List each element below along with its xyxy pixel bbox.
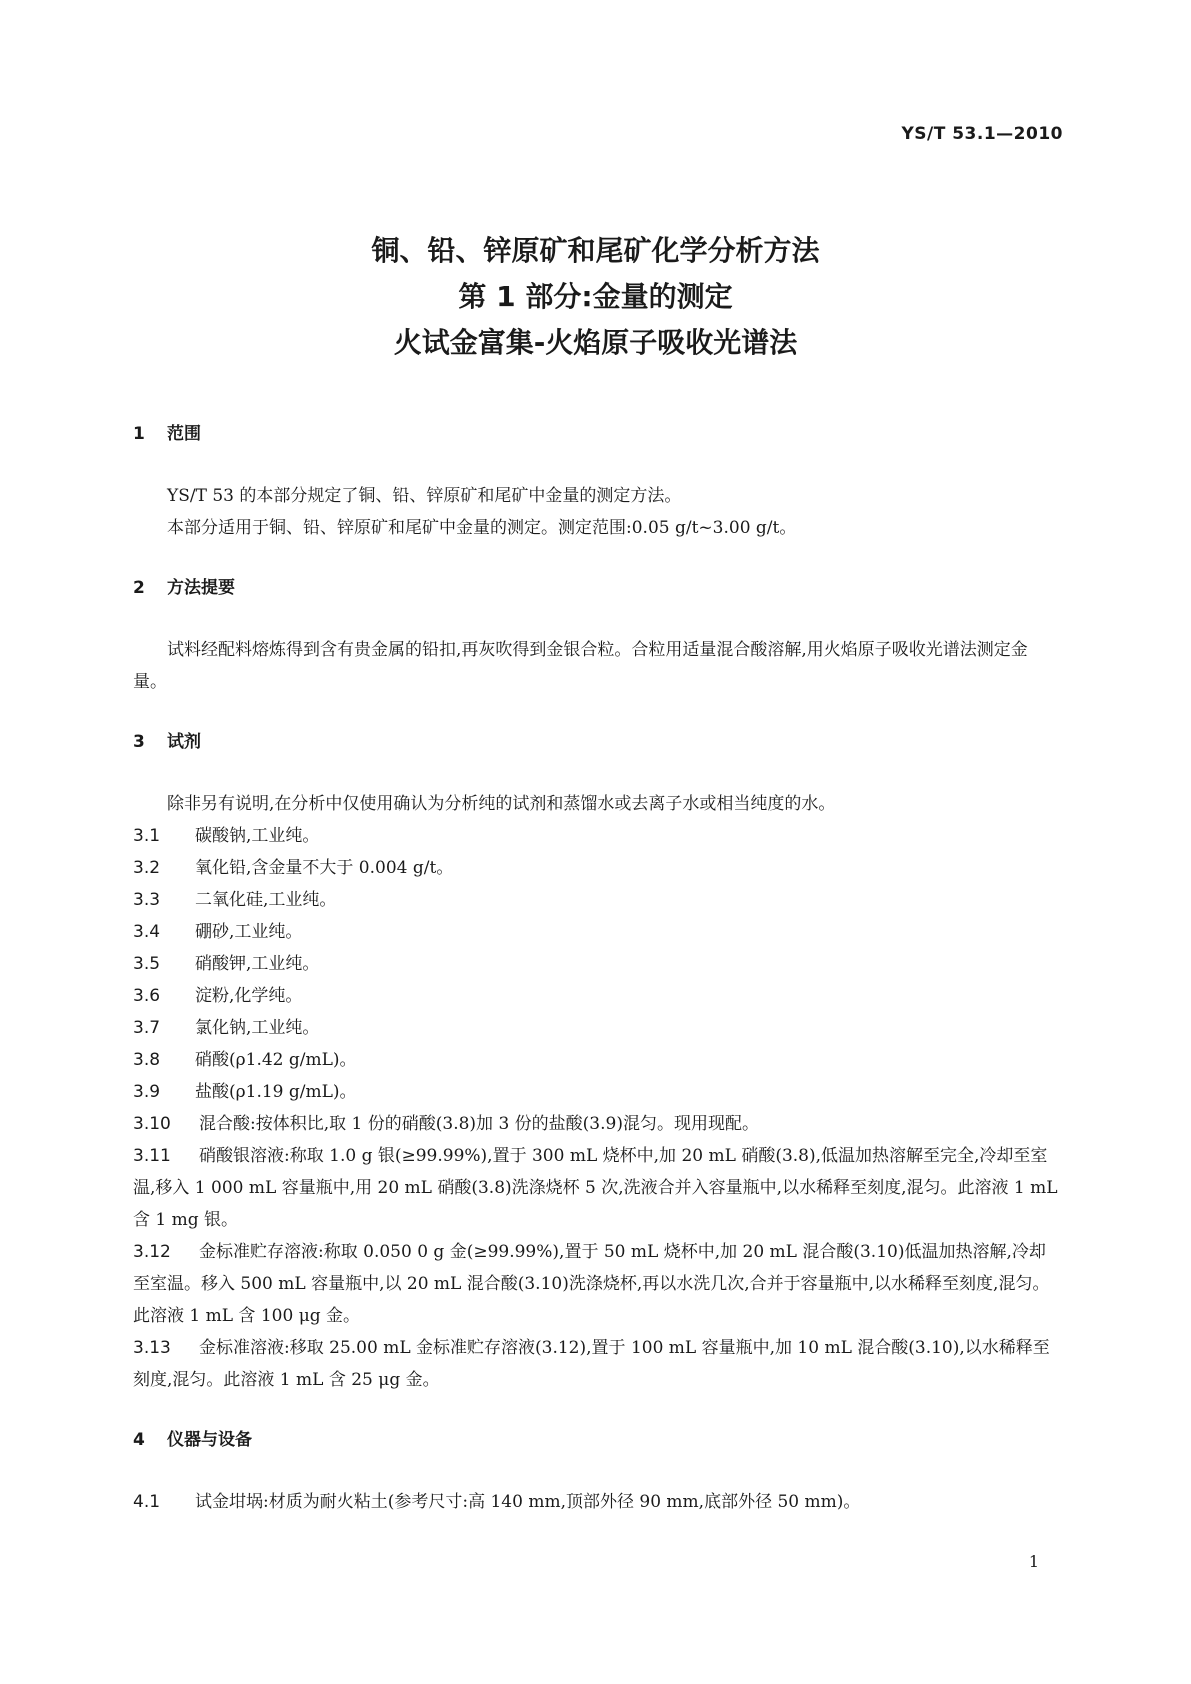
item-number: 3.2 bbox=[133, 858, 161, 878]
reagent-item bbox=[133, 980, 1059, 1012]
page-number: 1 bbox=[1028, 1552, 1039, 1571]
item-number: 3.10 bbox=[133, 1114, 171, 1134]
item-number: 3.12 bbox=[133, 1242, 171, 1262]
reagent-item bbox=[133, 916, 1059, 948]
reagent-item bbox=[133, 1236, 1059, 1332]
document-title bbox=[0, 228, 1191, 366]
item-text: 硼砂,工业纯。 bbox=[195, 922, 303, 942]
item-number: 3.9 bbox=[133, 1082, 161, 1102]
item-number: 3.7 bbox=[133, 1018, 161, 1038]
section-heading-apparatus bbox=[133, 1426, 1059, 1454]
item-text: 金标准贮存溶液:称取 0.050 0 g 金(≥99.99%),置于 50 mL 烧杯中,加 20 mL 混合酸(3.10)低温加热溶解,冷却至室温。移入 500 mL 容量瓶中,以 20 mL 混合酸(3.10)洗涤烧杯,再以水洗几次,合并于容量瓶中,以水稀释至刻度,混匀。此溶液 1 mL 含 100 μg 金。 bbox=[133, 1242, 1050, 1326]
item-text: 二氧化硅,工业纯。 bbox=[195, 890, 337, 910]
section-number: 3 bbox=[133, 732, 145, 752]
method-summary-paragraph: 试料经配料熔炼得到含有贵金属的铅扣,再灰吹得到金银合粒。合粒用适量混合酸溶解,用火焰原子吸收光谱法测定金量。 bbox=[133, 640, 1028, 692]
item-text: 氧化铅,含金量不大于 0.004 g/t。 bbox=[195, 858, 454, 878]
item-number: 3.11 bbox=[133, 1146, 171, 1166]
reagents-intro: 除非另有说明,在分析中仅使用确认为分析纯的试剂和蒸馏水或去离子水或相当纯度的水。 bbox=[167, 794, 836, 814]
title-line-2: 第 1 部分:金量的测定 bbox=[458, 280, 733, 313]
reagent-item bbox=[133, 1108, 1059, 1140]
item-text: 硝酸银溶液:称取 1.0 g 银(≥99.99%),置于 300 mL 烧杯中,加 20 mL 硝酸(3.8),低温加热溶解至完全,冷却至室温,移入 1 000 mL 容量瓶中,用 20 mL 硝酸(3.8)洗涤烧杯 5 次,洗液合并入容量瓶中,以水稀释至刻度,混匀。此溶液 1 mL 含 1 mg 银。 bbox=[133, 1146, 1058, 1230]
section-heading-reagents bbox=[133, 728, 1059, 756]
item-text: 碳酸钠,工业纯。 bbox=[195, 826, 320, 846]
apparatus-item bbox=[133, 1486, 1059, 1518]
item-text: 淀粉,化学纯。 bbox=[195, 986, 303, 1006]
section-number: 1 bbox=[133, 424, 145, 444]
reagent-item bbox=[133, 1076, 1059, 1108]
section-number: 4 bbox=[133, 1430, 145, 1450]
item-text: 硝酸(ρ1.42 g/mL)。 bbox=[195, 1050, 357, 1070]
reagent-item bbox=[133, 948, 1059, 980]
standard-code: YS/T 53.1—2010 bbox=[901, 124, 1063, 144]
item-number: 3.3 bbox=[133, 890, 161, 910]
item-number: 3.4 bbox=[133, 922, 161, 942]
item-number: 3.8 bbox=[133, 1050, 161, 1070]
section-heading-method-summary bbox=[133, 574, 1059, 602]
item-number: 3.6 bbox=[133, 986, 161, 1006]
title-line-3: 火试金富集-火焰原子吸收光谱法 bbox=[393, 326, 798, 359]
section-number: 2 bbox=[133, 578, 145, 598]
section-heading-scope bbox=[133, 420, 1059, 448]
scope-paragraph-2: 本部分适用于铜、铅、锌原矿和尾矿中金量的测定。测定范围:0.05 g/t~3.00 g/t。 bbox=[167, 518, 797, 538]
item-number: 3.1 bbox=[133, 826, 161, 846]
reagent-item bbox=[133, 852, 1059, 884]
section-title: 方法提要 bbox=[167, 578, 235, 598]
reagent-item bbox=[133, 884, 1059, 916]
title-line-1: 铜、铅、锌原矿和尾矿化学分析方法 bbox=[371, 234, 820, 267]
section-title: 仪器与设备 bbox=[167, 1430, 252, 1450]
item-text: 盐酸(ρ1.19 g/mL)。 bbox=[195, 1082, 357, 1102]
item-number: 3.13 bbox=[133, 1338, 171, 1358]
item-text: 试金坩埚:材质为耐火粘土(参考尺寸:高 140 mm,顶部外径 90 mm,底部外径 50 mm)。 bbox=[195, 1492, 861, 1512]
item-text: 氯化钠,工业纯。 bbox=[195, 1018, 320, 1038]
scope-paragraph-1: YS/T 53 的本部分规定了铜、铅、锌原矿和尾矿中金量的测定方法。 bbox=[167, 486, 682, 506]
item-text: 混合酸:按体积比,取 1 份的硝酸(3.8)加 3 份的盐酸(3.9)混匀。现用现配。 bbox=[199, 1114, 759, 1134]
section-title: 范围 bbox=[167, 424, 201, 444]
section-title: 试剂 bbox=[167, 732, 201, 752]
item-text: 硝酸钾,工业纯。 bbox=[195, 954, 320, 974]
item-number: 4.1 bbox=[133, 1492, 161, 1512]
reagent-item bbox=[133, 820, 1059, 852]
reagent-item bbox=[133, 1140, 1059, 1236]
reagent-item bbox=[133, 1012, 1059, 1044]
document-body bbox=[133, 420, 1059, 1518]
item-text: 金标准溶液:移取 25.00 mL 金标准贮存溶液(3.12),置于 100 mL 容量瓶中,加 10 mL 混合酸(3.10),以水稀释至刻度,混匀。此溶液 1 mL 含 25 μg 金。 bbox=[133, 1338, 1050, 1390]
reagent-item bbox=[133, 1044, 1059, 1076]
item-number: 3.5 bbox=[133, 954, 161, 974]
reagent-item bbox=[133, 1332, 1059, 1396]
